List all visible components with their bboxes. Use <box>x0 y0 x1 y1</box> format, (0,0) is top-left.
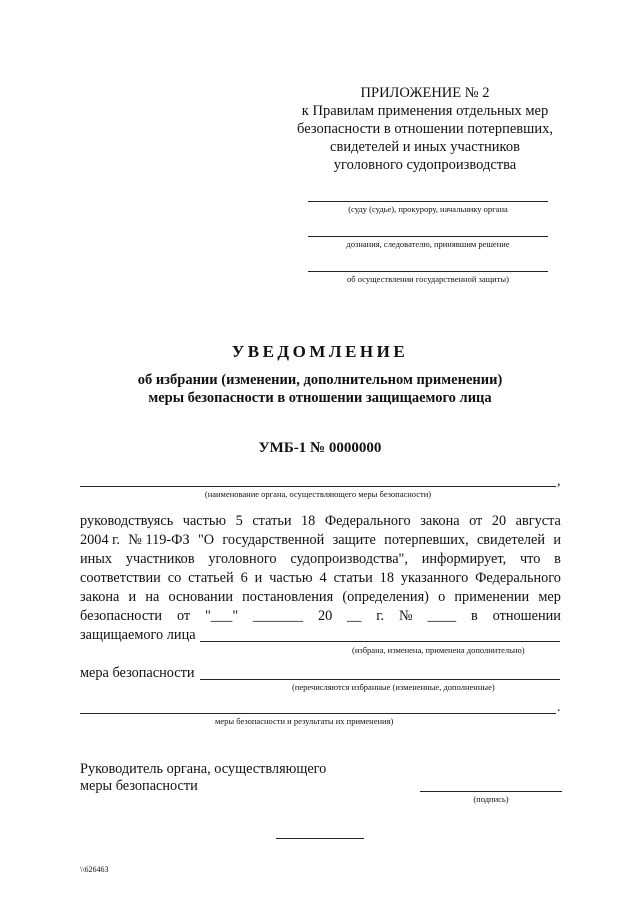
paragraph-word: отношении <box>492 608 561 624</box>
document-title: УВЕДОМЛЕНИЕ <box>231 342 409 361</box>
addressee-caption: (суду (судье), прокурору, начальнику органа <box>348 204 508 214</box>
paragraph-word: со <box>167 570 182 586</box>
document-number: УМБ-1 № 0000000 <box>258 440 382 456</box>
paragraph-word: № 119-ФЗ <box>128 532 190 548</box>
paragraph-line <box>80 588 561 607</box>
paragraph-word: информирует, <box>421 551 507 567</box>
paragraph-word: безопасности <box>80 608 163 624</box>
document-subtitle: об избрании (изменении, дополнительном применении) <box>137 372 503 388</box>
paragraph-line <box>80 607 561 626</box>
protected-person-caption: (избрана, изменена, применена дополнительно) <box>352 645 525 655</box>
paragraph-word: свидетелей <box>476 532 546 548</box>
paragraph-word: от <box>176 608 191 624</box>
paragraph-word: участников <box>125 551 195 567</box>
results-period: . <box>557 700 561 715</box>
addressee-caption: дознания, следователю, принявшим решение <box>346 239 510 249</box>
paragraph-word: 20 <box>491 513 507 529</box>
paragraph-word: 4 <box>319 570 327 586</box>
paragraph-line <box>80 512 561 531</box>
paragraph-word: г. <box>376 608 385 624</box>
paragraph-line <box>80 550 561 569</box>
annex-line: уголовного судопроизводства <box>333 157 517 173</box>
protected-person-label: защищаемого лица <box>80 627 196 643</box>
paragraph-word: закона <box>80 589 120 605</box>
addressee-line <box>308 201 548 202</box>
signer-title: меры безопасности <box>80 778 198 794</box>
footer-code: \\626463 <box>80 865 109 874</box>
signer-title: Руководитель органа, осуществляющего <box>80 761 327 777</box>
addressee-line <box>308 236 548 237</box>
paragraph-word: что <box>519 551 541 567</box>
paragraph-word: судопроизводства", <box>290 551 408 567</box>
paragraph-word: 18 <box>301 513 316 529</box>
security-measure-label: мера безопасности <box>80 665 195 681</box>
annex-line: свидетелей и иных участников <box>330 139 520 155</box>
annex-line: безопасности в отношении потерпевших, <box>297 121 553 137</box>
paragraph-word: статьи <box>333 570 373 586</box>
paragraph-word: "___" <box>205 608 239 624</box>
security-measure-caption: (перечисляются избранные (измененные, дополненные) <box>292 682 495 692</box>
paragraph-word: (определения) <box>342 589 429 605</box>
signature-line <box>420 791 562 792</box>
paragraph-word: защите <box>332 532 376 548</box>
annex-block <box>290 84 560 174</box>
results-line <box>80 713 556 714</box>
signature-caption: (подпись) <box>473 794 509 804</box>
paragraph-word: о <box>438 589 446 605</box>
protected-person-line <box>200 641 560 642</box>
paragraph-word: уголовного <box>208 551 277 567</box>
paragraph-word: потерпевших, <box>384 532 469 548</box>
paragraph-word: закона <box>420 513 460 529</box>
paragraph-word: 18 <box>379 570 394 586</box>
org-name-line <box>80 486 556 487</box>
paragraph-word: Федерального <box>324 513 411 529</box>
annex-title: ПРИЛОЖЕНИЕ № 2 <box>360 85 490 101</box>
security-measure-line <box>200 679 560 680</box>
paragraph-word: и <box>553 532 561 548</box>
paragraph-word: и <box>254 570 263 586</box>
paragraph-word: статьей <box>188 570 234 586</box>
paragraph-word: соответствии <box>80 570 161 586</box>
paragraph-word: 6 <box>240 570 248 586</box>
paragraph-word: Федерального <box>475 570 561 586</box>
paragraph-word: августа <box>515 513 561 529</box>
paragraph-word: государственной <box>222 532 325 548</box>
paragraph-word: частью <box>269 570 313 586</box>
paragraph-line <box>80 569 561 588</box>
paragraph-word: постановления <box>242 589 334 605</box>
paragraph-word: в <box>471 608 478 624</box>
paragraph-word: № <box>399 608 413 624</box>
main-paragraph <box>80 512 561 626</box>
paragraph-word: 5 <box>235 513 243 529</box>
paragraph-word: 20 <box>317 608 333 624</box>
annex-line: к Правилам применения отдельных мер <box>301 103 549 119</box>
paragraph-word: указанного <box>400 570 469 586</box>
paragraph-word: от <box>469 513 483 529</box>
results-caption: меры безопасности и результаты их применения) <box>215 716 394 726</box>
paragraph-word: 2004 г. <box>80 532 120 548</box>
addressee-line <box>308 271 548 272</box>
paragraph-word: иных <box>80 551 113 567</box>
paragraph-word: на <box>145 589 160 605</box>
paragraph-word: ____ <box>427 608 457 624</box>
paragraph-word: статьи <box>252 513 292 529</box>
paragraph-word: __ <box>347 608 362 624</box>
addressee-caption: об осуществлении государственной защиты) <box>347 274 509 284</box>
paragraph-word: мер <box>538 589 561 605</box>
paragraph-line <box>80 531 561 550</box>
org-name-comma: , <box>557 474 561 489</box>
paragraph-word: руководствуясь <box>80 513 174 529</box>
paragraph-word: _______ <box>253 608 304 624</box>
paragraph-word: применении <box>454 589 530 605</box>
document-subtitle: меры безопасности в отношении защищаемого лица <box>148 390 492 406</box>
paragraph-word: в <box>554 551 561 567</box>
paragraph-word: и <box>128 589 137 605</box>
separator-line <box>276 838 364 839</box>
paragraph-word: частью <box>182 513 227 529</box>
paragraph-word: "О <box>197 532 215 548</box>
org-name-caption: (наименование органа, осуществляющего меры безопасности) <box>204 489 432 499</box>
paragraph-word: основании <box>168 589 233 605</box>
